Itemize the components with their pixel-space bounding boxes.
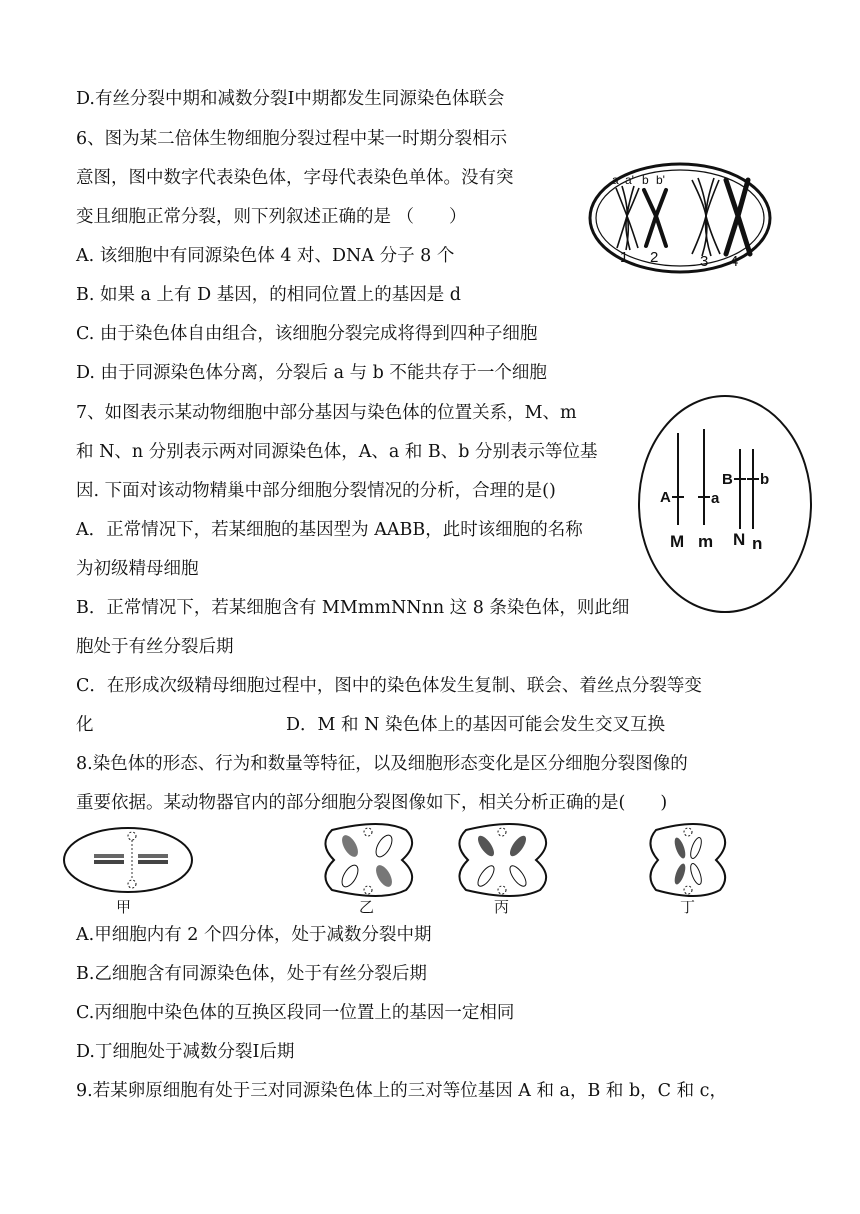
question-6-stem: 意图，图中数字代表染色体，字母代表染色单体。没有突	[76, 168, 514, 188]
question-8-stem: 8.染色体的形态、行为和数量等特征，以及细胞形态变化是区分细胞分裂图像的	[76, 754, 688, 774]
question-6-option-a: A. 该细胞中有同源染色体 4 对、DNA 分子 8 个	[76, 246, 455, 266]
cell-yi	[325, 824, 412, 896]
gene-label: A	[660, 489, 671, 506]
chromosome-label: M	[670, 532, 685, 551]
cell-bing	[459, 824, 546, 896]
cell-jia	[64, 828, 192, 892]
figure-q8-cells	[62, 822, 792, 914]
question-7-stem: 7、如图表示某动物细胞中部分基因与染色体的位置关系，M、m	[76, 403, 577, 423]
chromosome-4	[726, 180, 750, 254]
question-7-option-c-d: 化 D．M 和 N 染色体上的基因可能会发生交叉互换	[76, 715, 665, 735]
question-6-option-b: B. 如果 a 上有 D 基因，的相同位置上的基因是 d	[76, 285, 461, 305]
chromosome-label: N	[733, 530, 746, 549]
question-6-stem: 变且细胞正常分裂，则下列叙述正确的是 （ ）	[76, 207, 467, 227]
gene-label: a	[711, 490, 720, 507]
cell-label: 甲	[116, 898, 132, 914]
gene-label: b	[760, 471, 770, 488]
question-6-option-c: C. 由于染色体自由组合，该细胞分裂完成将得到四种子细胞	[76, 324, 538, 344]
question-7-option-b: B．正常情况下，若某细胞含有 MMmmNNnn 这 8 条染色体，则此细	[76, 598, 630, 618]
cell-ding	[650, 824, 725, 896]
question-9-stem: 9.若某卵原细胞有处于三对同源染色体上的三对等位基因 A 和 a，B 和 b，C 和 c，	[76, 1081, 727, 1101]
chromatid-label: a'	[625, 173, 634, 187]
question-7-stem: 因. 下面对该动物精巢中部分细胞分裂情况的分析，合理的是()	[76, 481, 556, 501]
chromosome-2	[644, 190, 666, 246]
text-line: D.有丝分裂中期和减数分裂Ⅰ中期都发生同源染色体联会	[76, 89, 505, 109]
cell-label: 丙	[494, 898, 510, 914]
question-7-option-c: C．在形成次级精母细胞过程中，图中的染色体发生复制、联会、着丝点分裂等变	[76, 676, 702, 696]
question-8-option-b: B.乙细胞含有同源染色体，处于有丝分裂后期	[76, 964, 427, 984]
question-7-option-a: 为初级精母细胞	[76, 559, 199, 579]
chromosome-number: 4	[730, 253, 739, 270]
chromosome-number: 1	[620, 249, 629, 266]
chromosome-1	[616, 186, 639, 250]
question-8-stem: 重要依据。某动物器官内的部分细胞分裂图像如下，相关分析正确的是( )	[76, 793, 668, 813]
chromosome-label: n	[752, 534, 763, 553]
question-8-option-d: D.丁细胞处于减数分裂Ⅰ后期	[76, 1042, 295, 1062]
question-6-stem: 6、图为某二倍体生物细胞分裂过程中某一时期分裂相示	[76, 129, 508, 149]
question-8-option-c: C.丙细胞中染色体的互换区段同一位置上的基因一定相同	[76, 1003, 515, 1023]
chromosome-label: m	[698, 532, 714, 551]
gene-label: B	[722, 471, 733, 488]
question-7-option-a: A．正常情况下，若某细胞的基因型为 AABB，此时该细胞的名称	[76, 520, 583, 540]
cell-label: 丁	[680, 898, 696, 914]
figure-q6-cell	[586, 160, 774, 276]
question-7-option-b: 胞处于有丝分裂后期	[76, 637, 234, 657]
chromosome-number: 3	[700, 253, 709, 270]
chromatid-label: a	[612, 173, 619, 187]
figure-q7-cell	[636, 393, 814, 615]
chromatid-label: b'	[656, 173, 665, 187]
question-7-stem: 和 N、n 分别表示两对同源染色体，A、a 和 B、b 分别表示等位基	[76, 442, 598, 462]
question-6-option-d: D. 由于同源染色体分离，分裂后 a 与 b 不能共存于一个细胞	[76, 363, 547, 383]
cell-label: 乙	[359, 898, 375, 914]
question-8-option-a: A.甲细胞内有 2 个四分体，处于减数分裂中期	[76, 925, 432, 945]
chromosome-number: 2	[650, 249, 659, 266]
chromosome-3	[692, 178, 720, 256]
chromatid-label: b	[642, 173, 649, 187]
